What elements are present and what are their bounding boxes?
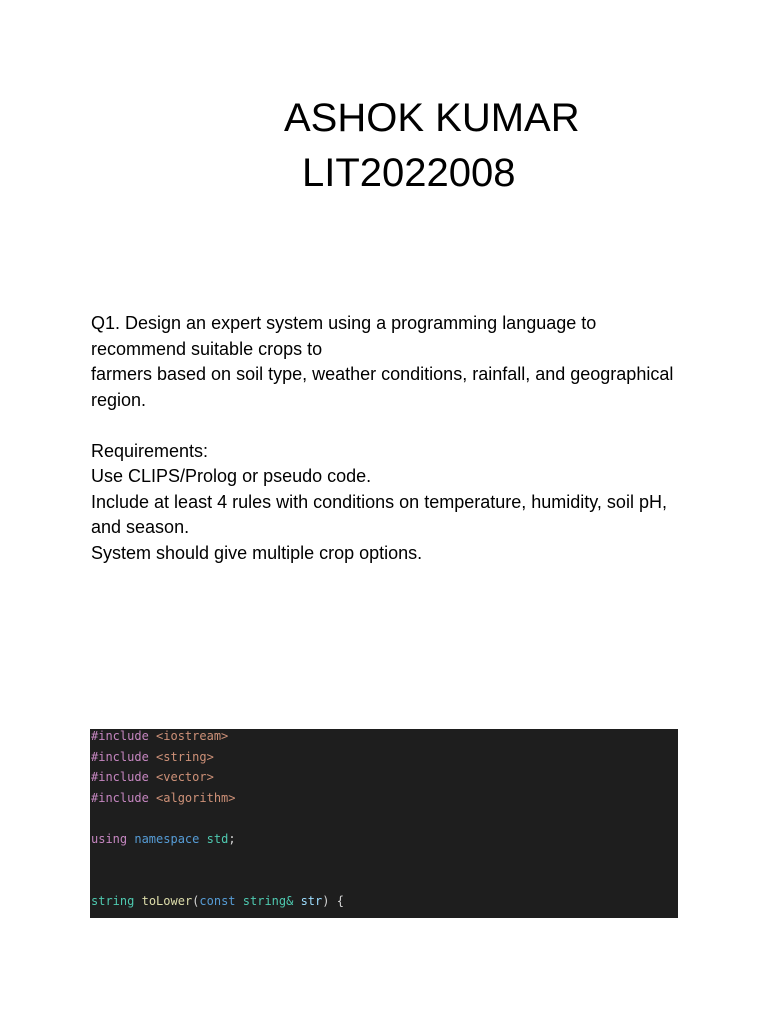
preprocessor-directive: #include xyxy=(91,729,149,743)
function-name: toLower xyxy=(141,893,193,908)
question-line: Q1. Design an expert system using a programming language to recommend suitable crops to xyxy=(91,313,597,359)
include-header: <string> xyxy=(156,749,214,764)
param-type: string& xyxy=(242,893,294,908)
close-paren-brace: ) { xyxy=(322,893,344,908)
namespace-keyword: namespace xyxy=(134,831,200,846)
code-line xyxy=(90,894,678,915)
question-line: farmers based on soil type, weather conditions, rainfall, and geographical region. xyxy=(91,364,674,410)
code-line xyxy=(90,770,678,791)
param-name: str xyxy=(300,893,323,908)
preprocessor-directive: #include xyxy=(91,749,149,764)
namespace-name: std xyxy=(206,831,229,846)
code-line xyxy=(90,729,678,750)
code-blank-line xyxy=(90,811,678,832)
preprocessor-directive: #include xyxy=(91,770,149,785)
semicolon: ; xyxy=(228,831,236,846)
code-line xyxy=(90,832,678,853)
include-header: <algorithm> xyxy=(156,790,236,805)
return-type: string xyxy=(91,893,135,908)
code-blank-line xyxy=(90,873,678,894)
preprocessor-directive: #include xyxy=(91,790,149,805)
student-name: ASHOK KUMAR xyxy=(284,96,580,140)
include-header: <iostream> xyxy=(156,729,229,743)
roll-number: LIT2022008 xyxy=(302,151,516,195)
question-text xyxy=(91,311,681,566)
code-blank-line xyxy=(90,853,678,874)
requirements-heading: Requirements: xyxy=(91,440,209,461)
paragraph-gap xyxy=(91,413,681,439)
open-paren: ( xyxy=(192,893,200,908)
using-keyword: using xyxy=(91,831,128,846)
code-line xyxy=(90,791,678,812)
code-line xyxy=(90,750,678,771)
requirement-item: Use CLIPS/Prolog or pseudo code. xyxy=(91,466,372,486)
include-header: <vector> xyxy=(156,770,214,785)
const-keyword: const xyxy=(199,893,236,908)
code-block xyxy=(90,729,678,918)
requirement-item: Include at least 4 rules with conditions on temperature, humidity, soil pH, and season. xyxy=(91,491,667,537)
requirement-item: System should give multiple crop options. xyxy=(91,542,423,563)
